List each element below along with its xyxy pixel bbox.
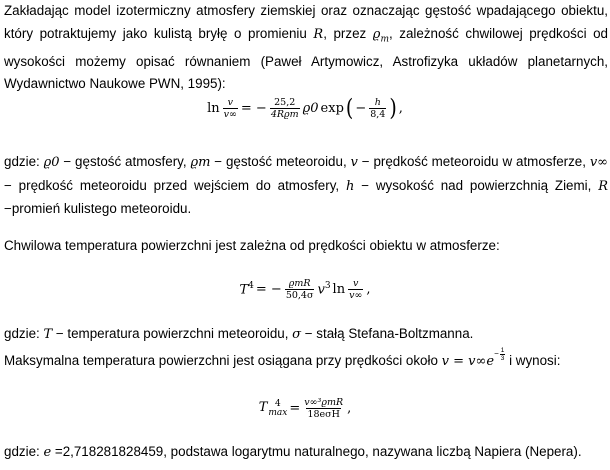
eq2-ln: ln <box>332 282 346 297</box>
equation-max-temperature: T 4 max = $\frac{\text{v∞³ϱmR}}{\text{18eσH}}$ , <box>258 397 352 420</box>
intro-text-2: , przez <box>323 25 373 41</box>
eq1-minus: − <box>355 101 367 116</box>
eq2-velocity-ratio: $\frac{v}{v\infty}$ <box>349 278 363 301</box>
eq3-lhs: T 4 max <box>258 398 288 418</box>
eq1-rho0: ϱ0 <box>302 101 319 116</box>
intro-density-symbol: $ϱ_m$ <box>372 26 389 45</box>
legend-velocity: gdzie: ϱ0 − gęstość atmosfery, ϱm − gęstość meteoroidu, v − prędkość meteoroidu w atmosferze, v∞ − prędkość meteoroidu przed wejściem do atmosfery, h − wysokość nad powierzchnią Ziemi, R −promień kulistego meteoroidu. <box>4 154 609 216</box>
eq1-height-ratio: $\frac{h}{8,4}$ <box>370 97 386 120</box>
eq1-equals: = − <box>240 101 267 116</box>
eq3-fraction: $\frac{\text{v∞³ϱmR}}{\text{18eσH}}$ <box>304 397 344 420</box>
equation-velocity: ln $\frac{v}{v\infty}$ = − $\frac{25,2}{\text{4Rϱm}}$ ϱ0 exp ( − $\frac{h}{8,4}$ ) , <box>207 94 403 122</box>
intro-text-3: , zależność chwilowej prędkości od wysokości możemy opisać równaniem (Paweł Artymowicz, Astrofizyka układów planetarnych, Wydawnictwo Naukowe PWN, 1995): <box>4 25 608 92</box>
eq2-equals: = − <box>255 282 282 297</box>
legend-temperature: gdzie: T − temperatura powierzchni meteoroidu, σ − stałą Stefana-Boltzmanna. <box>4 326 474 342</box>
eq2-velocity-cubed: $v^3$ <box>317 281 331 298</box>
eq2-lhs: $T^4$ <box>239 281 254 298</box>
legend-euler: gdzie: e =2,718281828459, podstawa logarytmu naturalnego, nazywana liczbą Napiera (Nepera). <box>4 444 582 460</box>
max-exponent: − $\frac{1}{3}$ <box>494 346 505 362</box>
equation-temperature: $T^4$ = − $\frac{\text{ϱmR}}{50,4\sigma}$ $v^3$ ln $\frac{v}{v\infty}$ , <box>239 278 371 301</box>
max-temperature-line: Maksymalna temperatura powierzchni jest osiągana przy prędkości około v = v∞e − $\frac{1}{3}$ i wynosi: <box>4 350 608 375</box>
temperature-intro: Chwilowa temperatura powierzchni jest zależna od prędkości obiektu w atmosferze: <box>4 238 500 253</box>
intro-radius-symbol: R <box>313 26 324 42</box>
eq1-exp: exp <box>320 101 344 116</box>
eq1-ln: ln <box>207 101 220 116</box>
eq2-coefficient: $\frac{\text{ϱmR}}{50,4\sigma}$ <box>285 278 314 301</box>
intro-paragraph <box>4 0 608 96</box>
intro-text-1: Zakładając model izotermiczny atmosfery ziemskiej oraz oznaczając gęstość wpadającego obiektu, który potraktujemy jako kulistą bryłę o promieniu <box>4 3 608 41</box>
eq3-equals: = <box>289 401 301 416</box>
eq1-coefficient: $\frac{25,2}{\text{4Rϱm}}$ <box>270 97 299 120</box>
eq1-velocity-ratio: $\frac{v}{v\infty}$ <box>223 97 237 120</box>
